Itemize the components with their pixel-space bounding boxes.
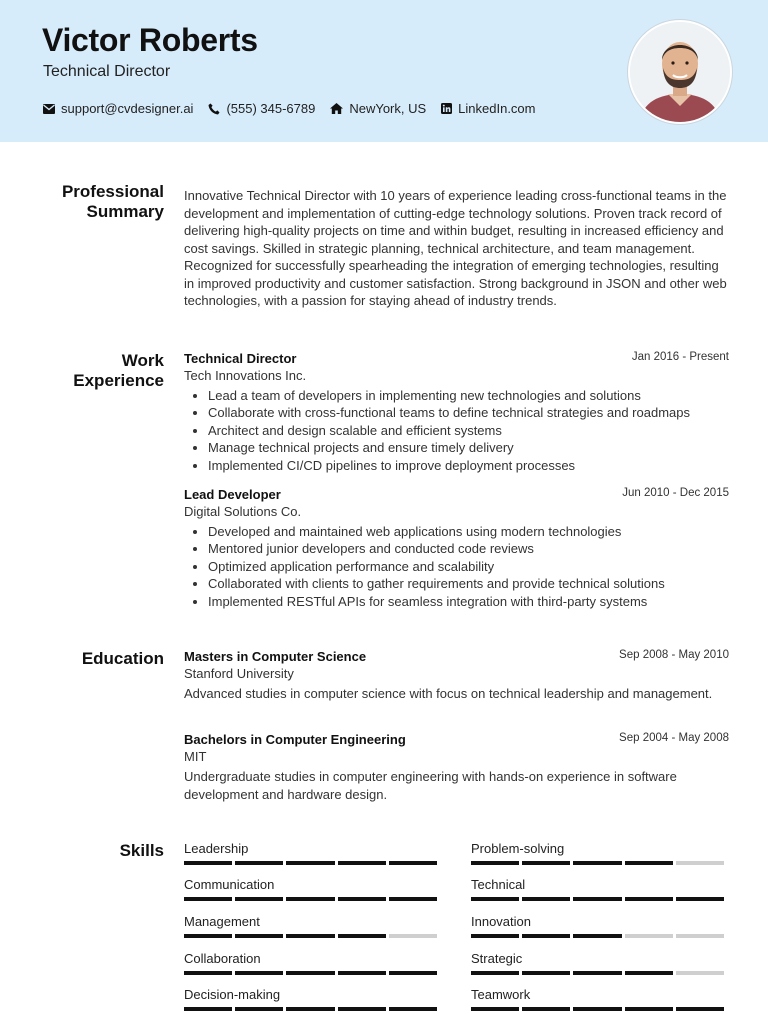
skill-segment-filled bbox=[573, 897, 621, 901]
skill-segment-filled bbox=[235, 934, 283, 938]
skill-segment-filled bbox=[286, 897, 334, 901]
skill-segment-empty bbox=[676, 934, 724, 938]
skill-segment-filled bbox=[522, 897, 570, 901]
envelope-icon bbox=[43, 104, 55, 114]
skill-segment-empty bbox=[676, 971, 724, 975]
skill-name: Technical bbox=[471, 877, 526, 892]
job-bullet: • Architect and design scalable and efficient systems bbox=[208, 422, 729, 439]
job-company: Tech Innovations Inc. bbox=[184, 368, 307, 383]
skill-segment-filled bbox=[389, 897, 437, 901]
skill-segment-filled bbox=[522, 934, 570, 938]
skill-segment-filled bbox=[471, 897, 519, 901]
skill-segment-empty bbox=[676, 861, 724, 865]
skill-segment-filled bbox=[573, 861, 621, 865]
skill-segment-filled bbox=[471, 861, 519, 865]
job-dates: Jan 2016 - Present bbox=[631, 351, 729, 363]
skill-segment-filled bbox=[338, 934, 386, 938]
job-bullet: • Manage technical projects and ensure timely delivery bbox=[208, 439, 729, 456]
phone-icon bbox=[208, 103, 220, 115]
skill-level-bar bbox=[471, 971, 727, 975]
skill-segment-filled bbox=[338, 1007, 386, 1011]
skill-segment-filled bbox=[184, 971, 232, 975]
summary-text: Innovative Technical Director with 10 years of experience leading cross-functional teams in the development and implementation of cutting-edge technology solutions. Proven track record of delivering high-quality projects on time and within budget, resulting in increased efficiency and cost savings. Skilled in strategic planning, technical architecture, and team management. Recognized for successfully spearheading the integration of emerging technologies, resulting in improved productivity and customer satisfaction. Strong background in JSON and other web technologies, with a passion for staying ahead of industry trends. bbox=[184, 188, 727, 308]
skill-segment-filled bbox=[625, 1007, 673, 1011]
section-title-skills: Skills bbox=[119, 841, 164, 860]
section-title-summary: Professional Summary bbox=[61, 182, 164, 221]
skill-segment-filled bbox=[522, 861, 570, 865]
candidate-name: Victor Roberts bbox=[42, 22, 258, 58]
skill-segment-filled bbox=[522, 971, 570, 975]
education-entry bbox=[184, 649, 729, 703]
skill-item bbox=[184, 841, 440, 865]
skill-item bbox=[184, 914, 440, 938]
skill-segment-filled bbox=[286, 1007, 334, 1011]
skill-level-bar bbox=[184, 861, 440, 865]
candidate-title: Technical Director bbox=[43, 63, 171, 80]
skill-item bbox=[184, 951, 440, 975]
education-school: MIT bbox=[184, 749, 207, 764]
education-entry bbox=[184, 732, 729, 803]
skill-segment-filled bbox=[184, 897, 232, 901]
skill-segment-filled bbox=[235, 897, 283, 901]
skill-segment-filled bbox=[235, 861, 283, 865]
education-dates: Sep 2008 - May 2010 bbox=[619, 649, 729, 661]
job-bullets bbox=[184, 387, 729, 474]
job-bullet: • Collaborate with cross-functional teams to define technical strategies and roadmaps bbox=[208, 404, 729, 421]
job-bullet: • Mentored junior developers and conducted code reviews bbox=[208, 540, 729, 557]
skill-segment-filled bbox=[286, 971, 334, 975]
contact-row bbox=[43, 101, 551, 116]
skill-segment-filled bbox=[522, 1007, 570, 1011]
skill-name: Innovation bbox=[471, 914, 531, 929]
skill-name: Management bbox=[184, 914, 260, 929]
home-icon bbox=[330, 103, 343, 114]
skill-level-bar bbox=[471, 1007, 727, 1011]
skill-segment-filled bbox=[184, 861, 232, 865]
skill-segment-filled bbox=[471, 971, 519, 975]
skill-name: Decision-making bbox=[184, 987, 281, 1002]
skill-item bbox=[184, 877, 440, 901]
skill-segment-filled bbox=[573, 934, 621, 938]
education-degree: Masters in Computer Science bbox=[184, 649, 367, 664]
skill-segment-filled bbox=[235, 1007, 283, 1011]
linkedin-text: LinkedIn.com bbox=[458, 101, 536, 116]
skill-segment-empty bbox=[625, 934, 673, 938]
skill-segment-filled bbox=[184, 934, 232, 938]
skill-segment-filled bbox=[338, 971, 386, 975]
skill-name: Strategic bbox=[471, 951, 523, 966]
skill-name: Collaboration bbox=[184, 951, 261, 966]
job-company: Digital Solutions Co. bbox=[184, 504, 302, 519]
job-entry bbox=[184, 487, 729, 610]
skill-level-bar bbox=[184, 971, 440, 975]
skill-level-bar bbox=[471, 861, 727, 865]
job-bullet: • Optimized application performance and scalability bbox=[208, 558, 729, 575]
skill-item bbox=[471, 951, 727, 975]
education-description: Advanced studies in computer science with focus on technical leadership and management. bbox=[184, 686, 713, 701]
skill-segment-filled bbox=[286, 934, 334, 938]
skill-item bbox=[184, 987, 440, 1011]
header-banner bbox=[0, 0, 768, 142]
skill-segment-filled bbox=[676, 1007, 724, 1011]
job-dates: Jun 2010 - Dec 2015 bbox=[622, 487, 729, 499]
skill-segment-filled bbox=[389, 971, 437, 975]
email-text: support@cvdesigner.ai bbox=[61, 101, 194, 116]
skill-segment-filled bbox=[235, 971, 283, 975]
skill-name: Leadership bbox=[184, 841, 249, 856]
skill-level-bar bbox=[184, 897, 440, 901]
skill-segment-filled bbox=[389, 861, 437, 865]
job-bullet: • Collaborated with clients to gather requirements and provide technical solutions bbox=[208, 575, 729, 592]
phone-text: (555) 345-6789 bbox=[226, 101, 316, 116]
section-title-education: Education bbox=[81, 649, 164, 668]
skill-segment-filled bbox=[184, 1007, 232, 1011]
skill-segment-empty bbox=[389, 934, 437, 938]
job-bullets bbox=[184, 523, 729, 610]
skill-segment-filled bbox=[471, 1007, 519, 1011]
skill-item bbox=[471, 841, 727, 865]
contact-email[interactable] bbox=[43, 101, 193, 116]
skill-segment-filled bbox=[286, 861, 334, 865]
skill-segment-filled bbox=[471, 934, 519, 938]
contact-phone[interactable] bbox=[208, 101, 315, 116]
skill-segment-filled bbox=[676, 897, 724, 901]
skill-name: Communication bbox=[184, 877, 275, 892]
job-bullet: • Lead a team of developers in implementing new technologies and solutions bbox=[208, 387, 729, 404]
skill-segment-filled bbox=[338, 861, 386, 865]
skill-segment-filled bbox=[625, 861, 673, 865]
education-description: Undergraduate studies in computer engineering with hands-on experience in software development and hardware design. bbox=[184, 769, 677, 802]
education-degree: Bachelors in Computer Engineering bbox=[184, 732, 406, 747]
job-entry bbox=[184, 351, 729, 474]
job-title: Lead Developer bbox=[184, 487, 281, 502]
profile-portrait bbox=[630, 22, 730, 122]
skill-level-bar bbox=[184, 1007, 440, 1011]
skill-segment-filled bbox=[338, 897, 386, 901]
job-bullet: • Developed and maintained web applications using modern technologies bbox=[208, 523, 729, 540]
skill-name: Teamwork bbox=[471, 987, 531, 1002]
skill-level-bar bbox=[471, 934, 727, 938]
skill-segment-filled bbox=[625, 897, 673, 901]
profile-photo bbox=[628, 20, 732, 124]
skill-level-bar bbox=[184, 934, 440, 938]
section-title-experience: Work Experience bbox=[73, 351, 164, 390]
skill-item bbox=[471, 914, 727, 938]
skill-item bbox=[471, 877, 727, 901]
contact-linkedin[interactable] bbox=[441, 101, 535, 116]
contact-location bbox=[330, 101, 426, 116]
skill-segment-filled bbox=[573, 971, 621, 975]
linkedin-icon bbox=[441, 103, 452, 114]
education-school: Stanford University bbox=[184, 666, 294, 681]
skill-level-bar bbox=[471, 897, 727, 901]
skill-segment-filled bbox=[389, 1007, 437, 1011]
skill-segment-filled bbox=[573, 1007, 621, 1011]
skill-item bbox=[471, 987, 727, 1011]
skill-segment-filled bbox=[625, 971, 673, 975]
job-title: Technical Director bbox=[184, 351, 297, 366]
location-text: NewYork, US bbox=[349, 101, 427, 116]
job-bullet: • Implemented CI/CD pipelines to improve deployment processes bbox=[208, 457, 729, 474]
education-dates: Sep 2004 - May 2008 bbox=[619, 732, 729, 744]
skill-name: Problem-solving bbox=[471, 841, 565, 856]
job-bullet: • Implemented RESTful APIs for seamless integration with third-party systems bbox=[208, 593, 729, 610]
